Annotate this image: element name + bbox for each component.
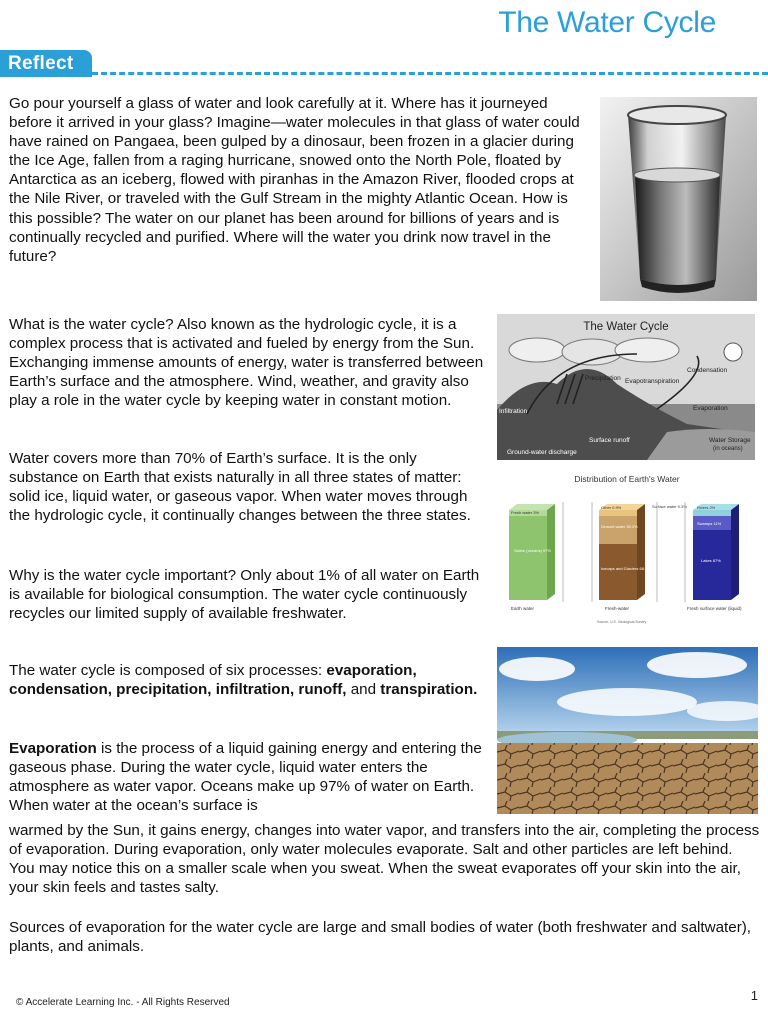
water-cycle-definition-paragraph: What is the water cycle? Also known as the hydrologic cycle, it is a complex process that is activated and fueled by energy from the Sun. Exchanging immense amounts of energy, water is transferred between Earth’s surface and the atmosphere. Wind, weather, and gravity also play a role in the water cycle by keeping water in constant motion.: [9, 316, 484, 410]
earth-saline-label: Saline (oceans) 97%: [514, 548, 551, 553]
label-evapotranspiration: Evapotranspiration: [625, 378, 680, 385]
fresh-ground-label: Ground water 30.1%: [601, 524, 638, 529]
distribution-source: Source: U.S. Geological Survey: [597, 620, 647, 624]
processes-paragraph: [9, 661, 487, 699]
processes-and: and: [346, 681, 381, 699]
label-condensation: Condensation: [687, 367, 728, 374]
label-in-oceans: (in oceans): [713, 446, 743, 452]
diagram-title: The Water Cycle: [583, 321, 669, 333]
freshwater-caption: Fresh-water: [605, 606, 630, 611]
fresh-other-label: Other 0.9%: [601, 505, 622, 510]
evaporation-paragraph-continued: warmed by the Sun, it gains energy, changes into water vapor, and transfers into the air, completing the process of evaporation. During evaporation, only water molecules evaporate. Salt and other particles are left behind. You may notice this on a smaller scale when you sweat. When the sweat evaporates off your skin into the air, your skin feels and tastes salty.: [9, 822, 760, 897]
evaporation-term: Evaporation: [9, 740, 97, 757]
page-number: 1: [750, 988, 758, 1003]
label-water-storage: Water Storage: [709, 437, 751, 444]
surface-water-caption: Fresh surface water (liquid): [687, 606, 742, 611]
water-distribution-diagram: [497, 470, 757, 628]
intro-paragraph: Go pour yourself a glass of water and look carefully at it. Where has it journeyed before it arrived in your glass? Imagine—water molecules in that glass of water could have rained on Pangaea, been gulped by a dinosaur, been frozen in a glacier during the Ice Age, fallen from a raging hurricane, snowed onto the North Pole, floated by Antarctica as an iceberg, flowed with piranhas in the Amazon River, flooded crops at the Nile River, or traveled with the Gulf Stream in the mighty Atlantic Ocean. How is this possible? The water on our planet has been around for billions of years and is continually recycled and purified. Where will the water you drink now travel in the future?: [9, 95, 580, 265]
earth-water-caption: Earth water: [511, 606, 535, 611]
water-cycle-diagram: [497, 314, 755, 460]
dry-lakebed-photo: [497, 647, 758, 814]
surface-lakes-label: Lakes 87%: [701, 558, 721, 563]
earth-freshwater-label: Fresh water 3%: [511, 510, 540, 515]
surface-swamps-label: Swamps 11%: [697, 521, 722, 526]
label-infiltration: Infiltration: [499, 408, 528, 415]
fresh-surface-label: Surface water 0.3%: [652, 504, 687, 509]
copyright-footer: © Accelerate Learning Inc. - All Rights Reserved: [16, 997, 230, 1008]
water-glass-photo: [600, 97, 757, 301]
water-states-paragraph: Water covers more than 70% of Earth’s surface. It is the only substance on Earth that exists naturally in all three states of matter: solid ice, liquid water, or gaseous vapor. When water moves through the hydrologic cycle, it continually changes between the three states.: [9, 450, 471, 525]
processes-intro: The water cycle is composed of six processes:: [9, 662, 327, 679]
evaporation-definition: is the process of a liquid gaining energy and entering the gaseous phase. During the water cycle, liquid water enters the atmosphere as water vapor. Oceans make up 97% of water on Earth. When water at the ocean’s surface is: [9, 740, 482, 815]
page-title: The Water Cycle: [498, 6, 716, 39]
label-groundwater: Ground-water discharge: [507, 449, 577, 456]
section-tab-reflect: Reflect: [0, 50, 92, 77]
importance-paragraph: Why is the water cycle important? Only about 1% of all water on Earth is available for biological consumption. The water cycle continuously recycles our limited supply of available freshwater.: [9, 567, 480, 623]
label-evaporation: Evaporation: [693, 405, 728, 412]
evaporation-sources-paragraph: Sources of evaporation for the water cycle are large and small bodies of water (both freshwater and saltwater), plants, and animals.: [9, 919, 752, 956]
label-precipitation: Precipitation: [585, 375, 621, 382]
surface-rivers-label: Rivers 2%: [697, 505, 716, 510]
distribution-title: Distribution of Earth's Water: [574, 474, 680, 484]
processes-list: evaporation, condensation, precipitation, infiltration, runoff,: [9, 662, 417, 699]
section-divider: [92, 72, 768, 75]
fresh-ice-label: Icecaps and Glaciers 68.7%: [601, 566, 651, 571]
processes-last: transpiration.: [380, 681, 478, 699]
evaporation-paragraph: [9, 739, 489, 815]
label-surface-runoff: Surface runoff: [589, 437, 630, 444]
